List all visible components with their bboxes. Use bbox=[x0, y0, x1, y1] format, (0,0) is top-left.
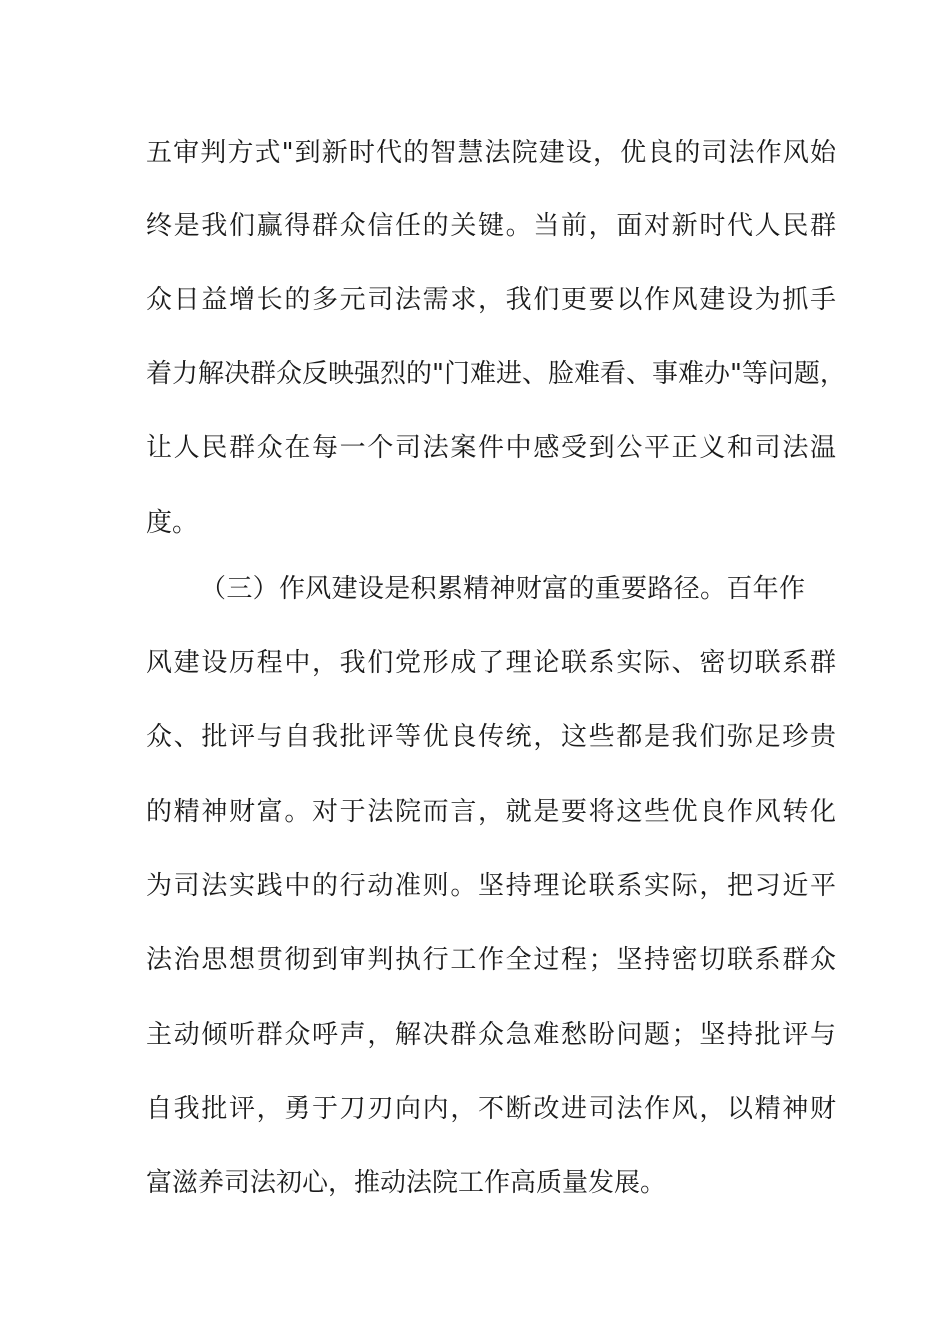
paragraph-line: 法治思想贯彻到审判执行工作全过程；坚持密切联系群众 bbox=[146, 945, 836, 975]
paragraph-line: 五审判方式"到新时代的智慧法院建设，优良的司法作风始 bbox=[146, 138, 836, 168]
paragraph-line: 自我批评，勇于刀刃向内，不断改进司法作风，以精神财 bbox=[146, 1094, 836, 1124]
paragraph-line: 为司法实践中的行动准则。坚持理论联系实际，把习近平 bbox=[146, 871, 836, 901]
paragraph-line: 终是我们赢得群众信任的关键。当前，面对新时代人民群 bbox=[146, 211, 836, 241]
paragraph-line: 众、批评与自我批评等优良传统，这些都是我们弥足珍贵 bbox=[146, 722, 836, 752]
paragraph-line: 度。 bbox=[146, 508, 199, 538]
paragraph-line: 主动倾听群众呼声，解决群众急难愁盼问题；坚持批评与 bbox=[146, 1020, 836, 1050]
paragraph-line: 众日益增长的多元司法需求，我们更要以作风建设为抓手 bbox=[146, 285, 836, 315]
paragraph-line: 着力解决群众反映强烈的"门难进、脸难看、事难办"等问题， bbox=[146, 359, 846, 389]
paragraph-line: 风建设历程中，我们党形成了理论联系实际、密切联系群 bbox=[146, 648, 836, 678]
paragraph-line: 富滋养司法初心，推动法院工作高质量发展。 bbox=[146, 1168, 667, 1198]
paragraph-line: 的精神财富。对于法院而言，就是要将这些优良作风转化 bbox=[146, 797, 836, 827]
section-heading-line: （三）作风建设是积累精神财富的重要路径。百年作 bbox=[200, 574, 805, 604]
paragraph-line: 让人民群众在每一个司法案件中感受到公平正义和司法温 bbox=[146, 433, 836, 463]
